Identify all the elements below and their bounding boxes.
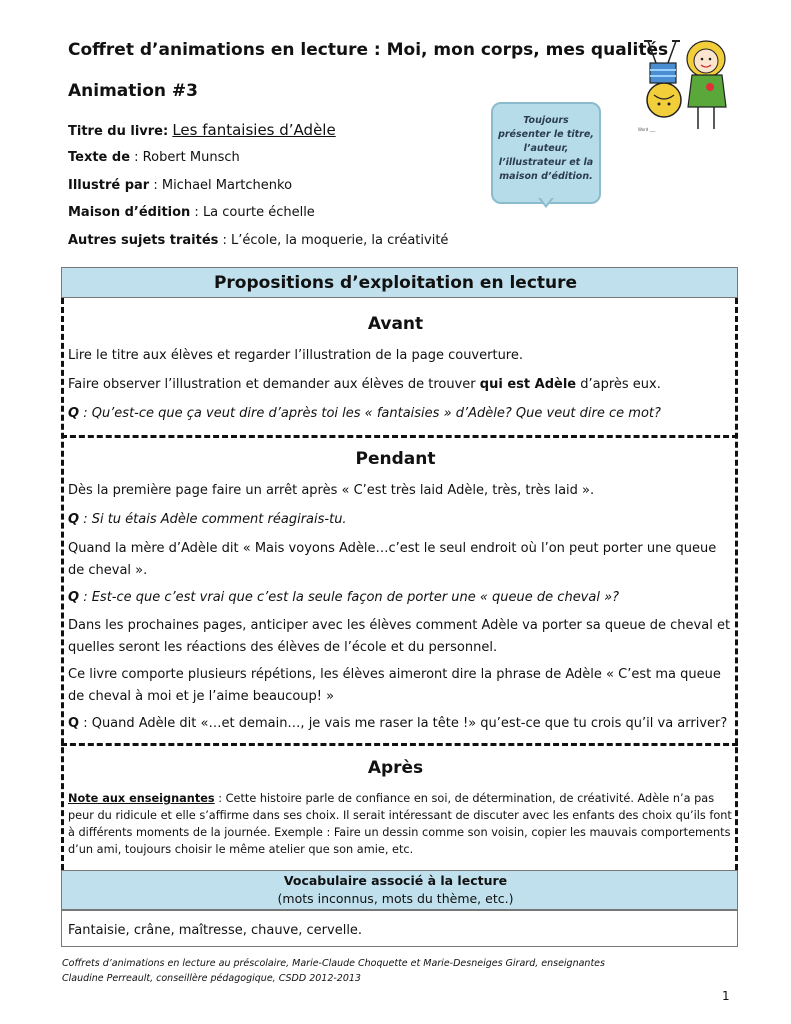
pendant-paragraph-4: Ce livre comporte plusieurs répétions, les élèves aimeront dire la phrase de Adèle « C’est ma queue de cheval à moi et je l’aime beaucoup! »: [68, 667, 721, 704]
pendant-question-3-text: : Quand Adèle dit «…et demain…, je vais me raser la tête !» qu’est-ce que tu crois qu’il va arriver?: [79, 716, 728, 731]
other-topics-value: : L’école, la moquerie, la créativité: [218, 233, 449, 248]
footer-credits-2: Claudine Perreault, conseillère pédagogique, CSDD 2012-2013: [62, 973, 361, 984]
pendant-paragraph-2: Quand la mère d’Adèle dit « Mais voyons Adèle…c’est le seul endroit où l’on peut porter une queue de cheval ».: [68, 541, 717, 578]
avant-paragraph-2: [68, 374, 733, 396]
avant-question: [68, 403, 733, 425]
avant-p2-bold: qui est Adèle: [479, 377, 577, 392]
pendant-question-3: [68, 713, 733, 735]
section-title-pendant: Pendant: [355, 449, 436, 469]
illustrator-value: : Michael Martchenko: [149, 178, 293, 193]
avant-question-text: : Qu’est-ce que ça veut dire d’après toi les « fantaisies » d’Adèle? Que veut dire ce mot?: [79, 406, 661, 421]
teacher-note-text: : Cette histoire parle de confiance en soi, de détermination, de créativité. Adèle n’a pas peur du ridicule et elle s’affirme dans ses choix. Il serait intéressant de discuter avec les enfants des choix qu’ils font à différents moments de la journée. Exemple : Faire un dessin comme son voisin, copier les mauvais comportements d’un ami, toujours choisir le même atelier que son amie, etc.: [68, 792, 732, 856]
pendant-paragraph-3: Dans les prochaines pages, anticiper avec les élèves comment Adèle va porter sa queue de cheval et quelles seront les réactions des élèves de l’école et du personnel.: [68, 618, 731, 655]
pendant-question-1: [68, 509, 733, 531]
animation-number: Animation #3: [68, 81, 198, 101]
separator-avant-pendant: [61, 435, 738, 438]
document-title: Coffret d’animations en lecture : Moi, mon corps, mes qualités: [68, 40, 669, 60]
author-label: Texte de: [68, 150, 131, 165]
illustration-caption: Word ___: [638, 127, 656, 132]
avant-p2-after: d’après eux.: [576, 377, 661, 392]
publisher-label: Maison d’édition: [68, 205, 191, 220]
teacher-note: [68, 790, 733, 858]
teacher-note-label: Note aux enseignantes: [68, 792, 215, 805]
section-title-avant: Avant: [367, 314, 424, 334]
question-label: Q: [68, 716, 80, 731]
callout-tip-fill: [540, 197, 552, 205]
illustrator-line: [68, 178, 292, 193]
frame-right-border: [735, 298, 738, 870]
section-title-apres: Après: [367, 758, 424, 778]
reminder-callout: Toujours présenter le titre, l’auteur, l’illustrateur et la maison d’édition.: [491, 102, 601, 204]
other-topics-line: [68, 233, 448, 248]
avant-p2-before: Faire observer l’illustration et demander aux élèves de trouver: [68, 377, 480, 392]
author-line: [68, 150, 240, 165]
other-topics-label: Autres sujets traités: [68, 233, 219, 248]
book-title: Les fantaisies d’Adèle: [172, 121, 336, 139]
page-number: 1: [722, 989, 730, 1003]
propositions-title: Propositions d’exploitation en lecture: [213, 273, 578, 293]
children-illustration: [632, 37, 736, 133]
vocabulary-words: Fantaisie, crâne, maîtresse, chauve, cervelle.: [68, 923, 363, 938]
girl-icon: [687, 41, 726, 129]
separator-pendant-apres: [61, 743, 738, 746]
vocabulary-title: Vocabulaire associé à la lecture: [283, 873, 508, 888]
book-title-line: [68, 121, 336, 139]
question-label: Q: [68, 590, 80, 605]
frame-left-border: [61, 298, 64, 870]
publisher-line: [68, 205, 315, 220]
vocabulary-subtitle: (mots inconnus, mots du thème, etc.): [277, 891, 514, 906]
illustrator-label: Illustré par: [68, 178, 150, 193]
pendant-question-1-text: : Si tu étais Adèle comment réagirais-tu.: [79, 512, 347, 527]
publisher-value: : La courte échelle: [190, 205, 315, 220]
question-label: Q: [68, 406, 80, 421]
pendant-question-2-text: : Est-ce que c’est vrai que c’est la seule façon de porter une « queue de cheval »?: [79, 590, 620, 605]
book-title-label: Titre du livre:: [68, 124, 169, 139]
avant-paragraph-1: Lire le titre aux élèves et regarder l’illustration de la page couverture.: [68, 348, 523, 363]
pendant-paragraph-1: Dès la première page faire un arrêt après « C’est très laid Adèle, très, très laid ».: [68, 483, 595, 498]
question-label: Q: [68, 512, 80, 527]
pendant-question-2: [68, 587, 733, 609]
upside-down-child-icon: [644, 41, 681, 117]
footer-credits-1: Coffrets d’animations en lecture au préscolaire, Marie-Claude Choquette et Marie-Desneiges Girard, enseignantes: [62, 958, 605, 969]
author-value: : Robert Munsch: [130, 150, 240, 165]
